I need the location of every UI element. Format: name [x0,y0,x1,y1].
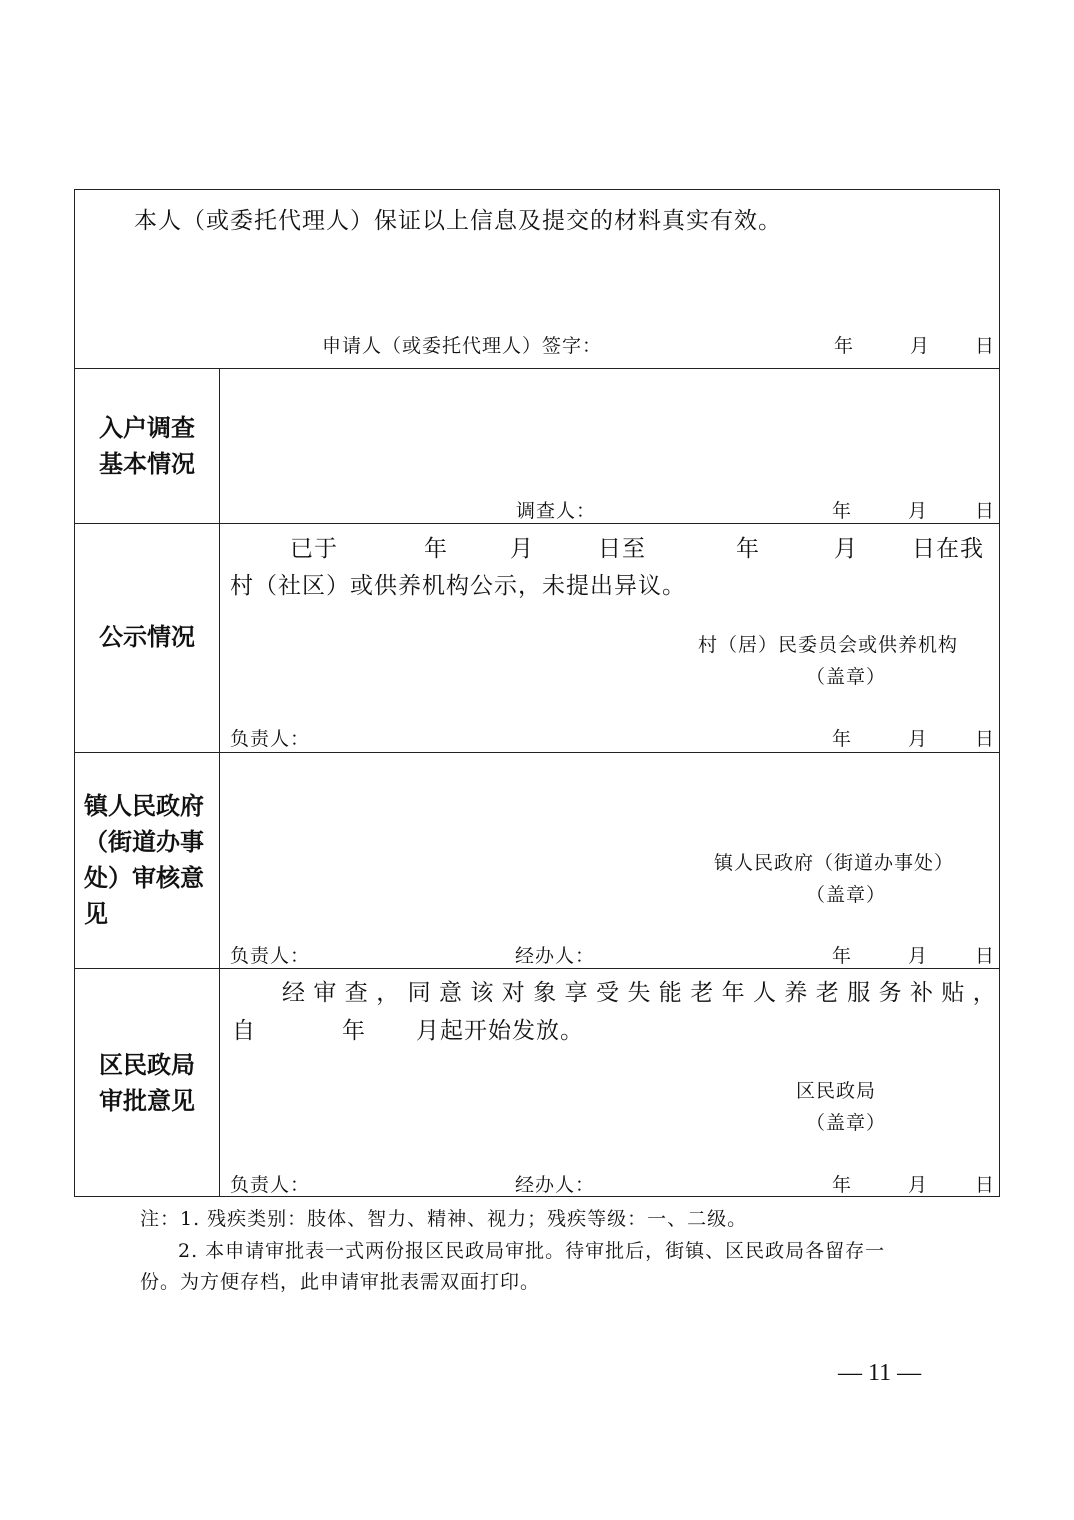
column-divider [219,368,220,1197]
town-government-org: 镇人民政府（街道办事处） [714,852,955,874]
month-label: 月 [908,945,929,967]
month-label: 月 [908,1174,929,1196]
day-label: 日 [975,335,996,357]
year-label: 年 [832,945,853,967]
responsible-label: 负责人： [230,728,311,750]
publicity-line1-c: 月 [510,536,534,562]
row-divider [74,968,1000,969]
year-label: 年 [834,335,855,357]
district-bureau-org: 区民政局 [796,1080,877,1102]
day-label: 日 [975,500,996,522]
row-divider [74,752,1000,753]
handler-label: 经办人： [515,945,596,967]
seal-label: （盖章） [806,1112,887,1134]
month-label: 月 [908,500,929,522]
responsible-label: 负责人： [230,945,311,967]
village-committee-org: 村（居）民委员会或供养机构 [698,634,959,656]
handler-label: 经办人： [515,1174,596,1196]
publicity-line1-a: 已于 [290,536,338,562]
month-label: 月 [910,335,931,357]
year-label: 年 [832,728,853,750]
day-label: 日 [975,945,996,967]
signature-label: 申请人（或委托代理人）签字： [322,335,603,357]
town-review-label: 镇人民政府 （街道办事 处）审核意 见 [84,791,204,928]
approval-statement: 经审查，同意该对象享受失能老年人养老服务补贴， [282,980,1005,1006]
investigation-label: 入户调查 基本情况 [99,413,195,478]
year-label: 年 [832,1174,853,1196]
publicity-line1-g: 日在我 [912,536,984,562]
approval-month-start: 月起开始发放。 [416,1018,584,1044]
district-approval-label: 区民政局 审批意见 [99,1050,195,1115]
note-2-line1: 2. 本申请审批表一式两份报区民政局审批。待审批后，街镇、区民政局各留存一 [178,1240,886,1262]
year-label: 年 [832,500,853,522]
investigator-label: 调查人： [516,500,597,522]
seal-label: （盖章） [806,666,887,688]
row-divider [74,368,1000,369]
responsible-label: 负责人： [230,1174,311,1196]
note-1: 注：1. 残疾类别：肢体、智力、精神、视力；残疾等级：一、二级。 [140,1208,748,1230]
publicity-line1-f: 月 [834,536,858,562]
declaration-text: 本人（或委托代理人）保证以上信息及提交的材料真实有效。 [134,208,782,234]
approval-year: 年 [342,1018,366,1044]
day-label: 日 [975,728,996,750]
day-label: 日 [975,1174,996,1196]
publicity-line1-e: 年 [736,536,760,562]
approval-from: 自 [232,1018,256,1044]
row-divider [74,523,1000,524]
publicity-line1-d: 日至 [598,536,646,562]
month-label: 月 [908,728,929,750]
publicity-line2: 村（社区）或供养机构公示，未提出异议。 [230,573,686,599]
publicity-label: 公示情况 [99,622,195,651]
note-2-line2: 份。为方便存档，此申请审批表需双面打印。 [140,1271,541,1293]
publicity-line1-b: 年 [424,536,448,562]
page-number: — 11 — [838,1360,922,1386]
seal-label: （盖章） [806,884,887,906]
